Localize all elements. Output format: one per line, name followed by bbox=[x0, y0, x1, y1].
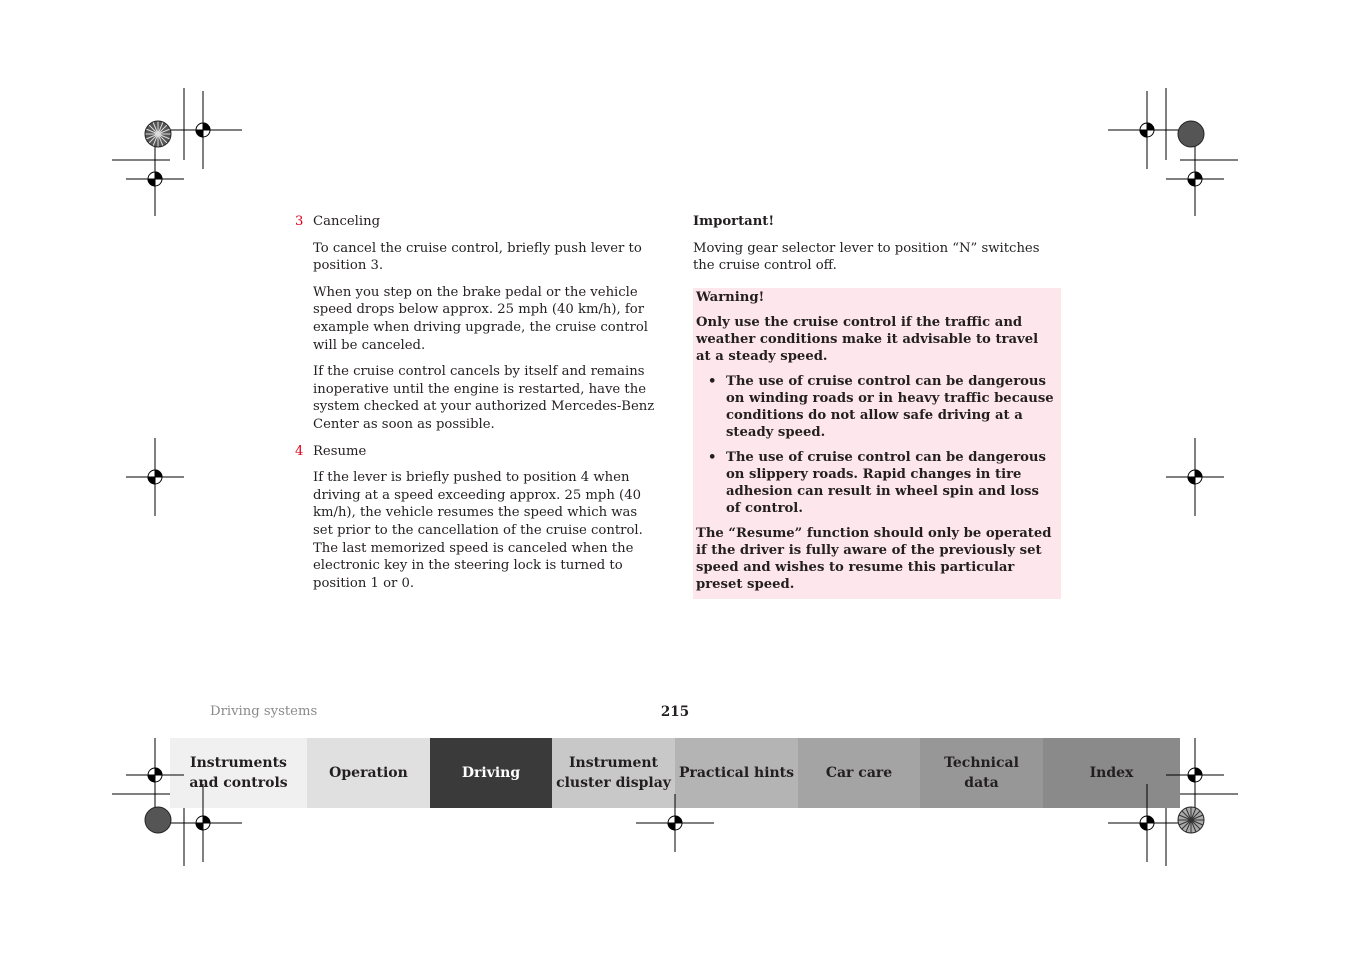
item-number: 4 bbox=[295, 443, 304, 459]
tab-label-line: Instruments bbox=[190, 755, 287, 771]
warning-heading: Warning! bbox=[696, 289, 765, 305]
tab-label-line: Driving bbox=[461, 765, 521, 781]
warning-closing: The “Resume” function should only be operated if the driver is fully aware of the previously set speed and wishes to resume this particular preset speed. bbox=[696, 525, 1052, 592]
tab-label-line: data bbox=[964, 775, 999, 791]
important-heading: Important! bbox=[693, 214, 775, 229]
registration-mark-icon bbox=[1108, 784, 1186, 862]
tab-label-line: Operation bbox=[329, 765, 408, 781]
tab-label-line: Instrument bbox=[569, 755, 658, 771]
tab-label-line: cluster display bbox=[556, 775, 671, 791]
registration-mark-icon bbox=[636, 794, 714, 852]
tab-label-line: Car care bbox=[825, 765, 893, 781]
registration-mark-icon bbox=[1166, 142, 1224, 216]
item-title: Resume bbox=[313, 443, 367, 459]
star-target-icon bbox=[145, 121, 171, 147]
tab-label-line: and controls bbox=[189, 775, 288, 791]
warning-intro: Only use the cruise control if the traffic and weather conditions make it advisable to travel at a steady speed. bbox=[696, 314, 1039, 364]
registration-mark-icon bbox=[126, 438, 184, 516]
item-title: Canceling bbox=[313, 214, 381, 229]
paragraph: If the lever is briefly pushed to position 4 when driving at a speed exceeding approx. 25 mph (40 km/h), the vehicle resumes the speed which was set prior to the cancellation of the cruise control. The last memorized speed is canceled when the electronic key in the steering lock is turned to position 1 or 0. bbox=[313, 470, 643, 591]
tab-label-line: Practical hints bbox=[678, 765, 795, 781]
bullet-text: The use of cruise control can be dangerous on winding roads or in heavy traffic because conditions do not allow safe driving at a steady speed. bbox=[726, 373, 1054, 440]
bullet-glyph: • bbox=[708, 449, 717, 465]
registration-mark-icon bbox=[164, 784, 242, 862]
bullet-text: The use of cruise control can be dangerous on slippery roads. Rapid changes in tire adhesion can result in wheel spin and loss of control. bbox=[726, 449, 1046, 516]
star-target-icon bbox=[145, 807, 171, 833]
registration-mark-icon bbox=[164, 91, 242, 169]
registration-mark-icon bbox=[126, 738, 184, 812]
star-target-icon bbox=[1178, 121, 1204, 147]
page-number: 215 bbox=[660, 704, 690, 720]
paragraph: When you step on the brake pedal or the vehicle speed drops below approx. 25 mph (40 km/h), for example when driving upgrade, the cruise control will be canceled. bbox=[313, 284, 648, 353]
registration-mark-icon bbox=[1108, 91, 1186, 169]
registration-mark-icon bbox=[1166, 438, 1224, 516]
bullet-glyph: • bbox=[708, 373, 717, 389]
paragraph: To cancel the cruise control, briefly push lever to position 3. bbox=[313, 240, 642, 274]
registration-mark-icon bbox=[126, 142, 184, 216]
tab-label-line: Technical bbox=[944, 755, 1019, 771]
important-text: Moving gear selector lever to position “N” switches the cruise control off. bbox=[693, 240, 1040, 274]
star-target-icon bbox=[1178, 807, 1204, 833]
tab-label-line: Index bbox=[1089, 765, 1134, 781]
item-number: 3 bbox=[295, 214, 304, 229]
paragraph: If the cruise control cancels by itself and remains inoperative until the engine is restarted, have the system checked at your authorized Mercedes-Benz Center as soon as possible. bbox=[313, 364, 655, 432]
registration-mark-icon bbox=[1166, 738, 1224, 812]
footer-section-name: Driving systems bbox=[210, 704, 318, 719]
